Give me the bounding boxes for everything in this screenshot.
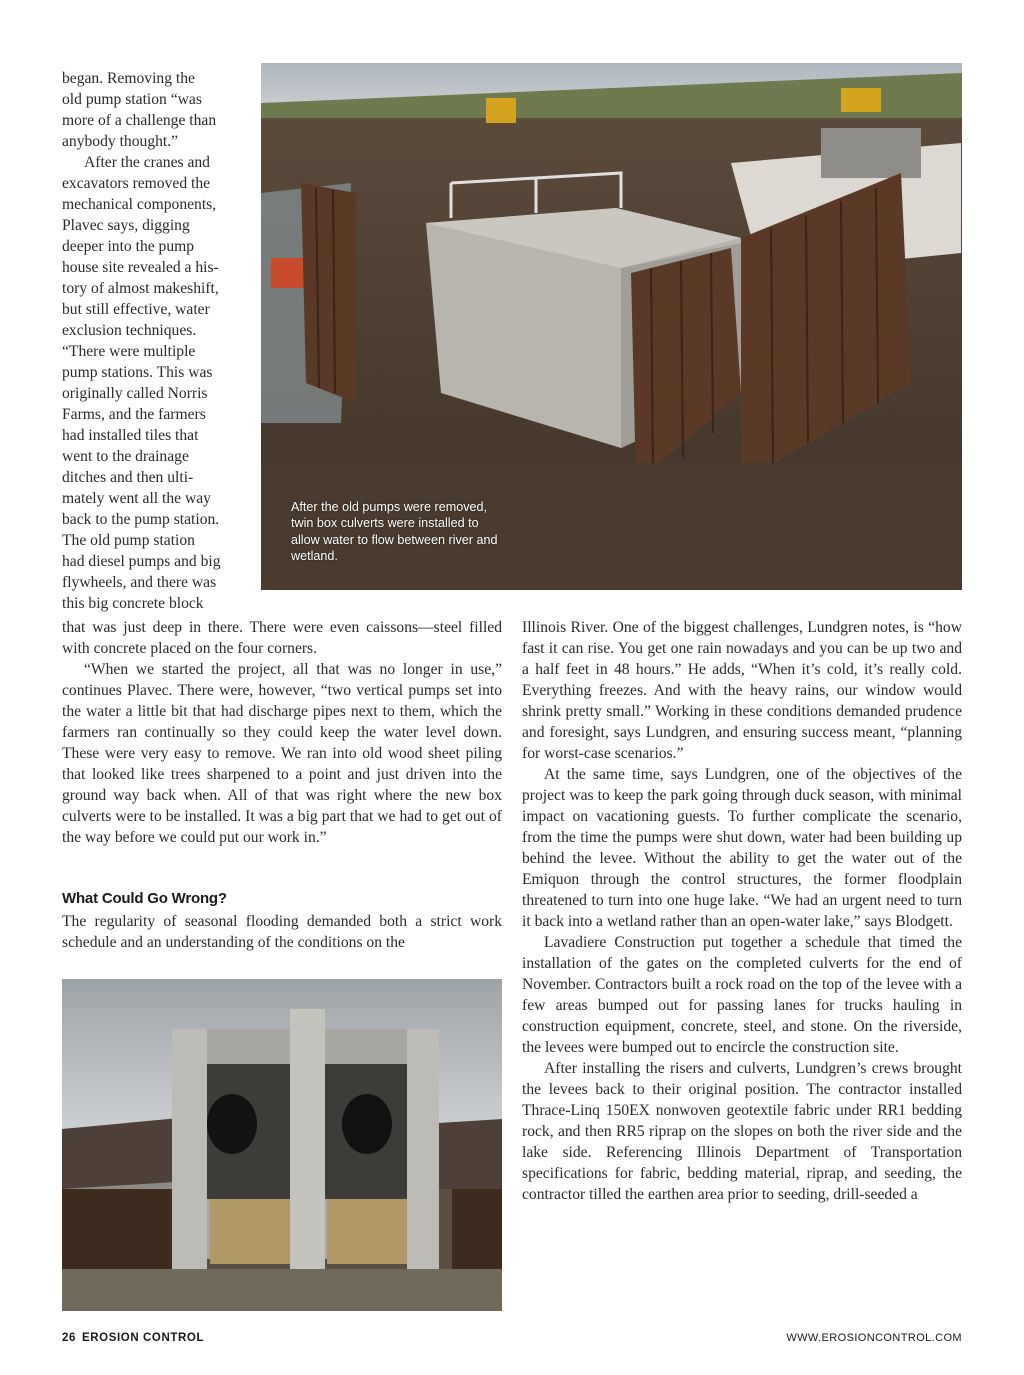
paragraph: The regularity of seasonal flooding demanded both a strict work schedule and an understanding of the conditions on the (62, 913, 502, 951)
text-line: pump stations. This was (62, 364, 213, 381)
page-number: 26 (62, 1332, 76, 1344)
text-line: went to the drainage (62, 448, 189, 465)
website-link[interactable]: WWW.EROSIONCONTROL.COM (786, 1332, 962, 1344)
culvert-photo (62, 979, 502, 1311)
paragraph: After installing the risers and culverts, Lundgren’s crews brought the levees back to their original position. The contractor installed Thrace-Linq 150EX nonwoven geotextile fabric under RR1 bedding rock, and then RR5 riprap on the slopes on both the river side and the lake side. Referencing Illinois Department of Transportation specifications for fabric, bedding material, riprap, and seeding, the contractor tilled the earthen area prior to seeding, drill-seeded a (522, 1060, 962, 1203)
text-line: but still effective, water (62, 301, 210, 318)
text-line: this big concrete block (62, 595, 204, 612)
paragraph: At the same time, says Lundgren, one of the objectives of the project was to keep the park going through duck season, with minimal impact on vacationing guests. To further complicate the scenario, from the time the pumps were shut down, water had been building up behind the levee. Without the ability to get the water out of the Emiquon through the control structures, the former floodplain threatened to turn into one huge lake. “We had an urgent need to turn it back into a wetland rather than an open-water lake,” says Blodgett. (522, 766, 962, 930)
section-heading: What Could Go Wrong? (62, 890, 227, 907)
text-line: mately went all the way (62, 490, 211, 507)
publication-name: EROSION CONTROL (82, 1332, 205, 1344)
text-line: had installed tiles that (62, 427, 199, 444)
photo-caption: After the old pumps were removed, twin box culverts were installed to allow water to flow between river and wetland. (291, 500, 498, 564)
text-line: “There were multiple (62, 343, 196, 360)
text-line: anybody thought.” (62, 133, 179, 150)
text-line: ditches and then ulti- (62, 469, 194, 486)
paragraph: that was just deep in there. There were even caissons—steel filled with concrete placed on the four corners. (62, 619, 502, 657)
right-column-text (522, 617, 962, 1205)
text-line: flywheels, and there was (62, 574, 217, 591)
text-line: Farms, and the farmers (62, 406, 206, 423)
text-line: more of a challenge than (62, 112, 217, 129)
text-line: excavators removed the (62, 175, 211, 192)
culvert-photo-illustration (62, 979, 502, 1311)
left-column-text-after-heading (62, 911, 502, 953)
text-line: After the cranes and (84, 154, 210, 171)
left-column-text (62, 617, 502, 848)
text-line: house site revealed a his- (62, 259, 219, 276)
text-line: back to the pump station. (62, 511, 220, 528)
text-line: The old pump station (62, 532, 195, 549)
narrow-column-text (62, 68, 244, 614)
page-footer-left (62, 1332, 204, 1344)
text-line: deeper into the pump (62, 238, 195, 255)
paragraph: Lavadiere Construction put together a schedule that timed the installation of the gates on the completed culverts for the end of November. Contractors built a rock road on the top of the levee with a few areas bumped out for passing lanes for trucks hauling in construction equipment, concrete, steel, and stone. On the riverside, the levees were bumped out to encircle the construction site. (522, 934, 962, 1056)
text-line: mechanical components, (62, 196, 217, 213)
paragraph: Illinois River. One of the biggest challenges, Lundgren notes, is “how fast it can rise. You get one rain nowadays and you can be up two and a half feet in 48 hours.” He adds, “When it’s cold, it’s really cold. Everything freezes. And with the heavy rains, our window would shrink pretty small.” Working in these conditions demanded prudence and foresight, says Lundgren, and ensuring success meant, “planning for worst-case scenarios.” (522, 619, 962, 762)
text-line: tory of almost makeshift, (62, 280, 219, 297)
text-line: had diesel pumps and big (62, 553, 221, 570)
paragraph: “When we started the project, all that was no longer in use,” continues Plavec. There were, however, “two vertical pumps set into the water a little bit that had discharge pipes next to them, which the farmers ran continually so they could keep the water level down. These were very easy to remove. We ran into old wood sheet piling that looked like trees sharpened to a point and just driven into the ground way back when. All of that was right where the new box culverts were to be installed. It was a big part that we had to get out of the way before we could put our work in.” (62, 661, 502, 846)
text-line: began. Removing the (62, 70, 195, 87)
text-line: originally called Norris (62, 385, 208, 402)
text-line: exclusion techniques. (62, 322, 197, 339)
text-line: Plavec says, digging (62, 217, 190, 234)
text-line: old pump station “was (62, 91, 202, 108)
